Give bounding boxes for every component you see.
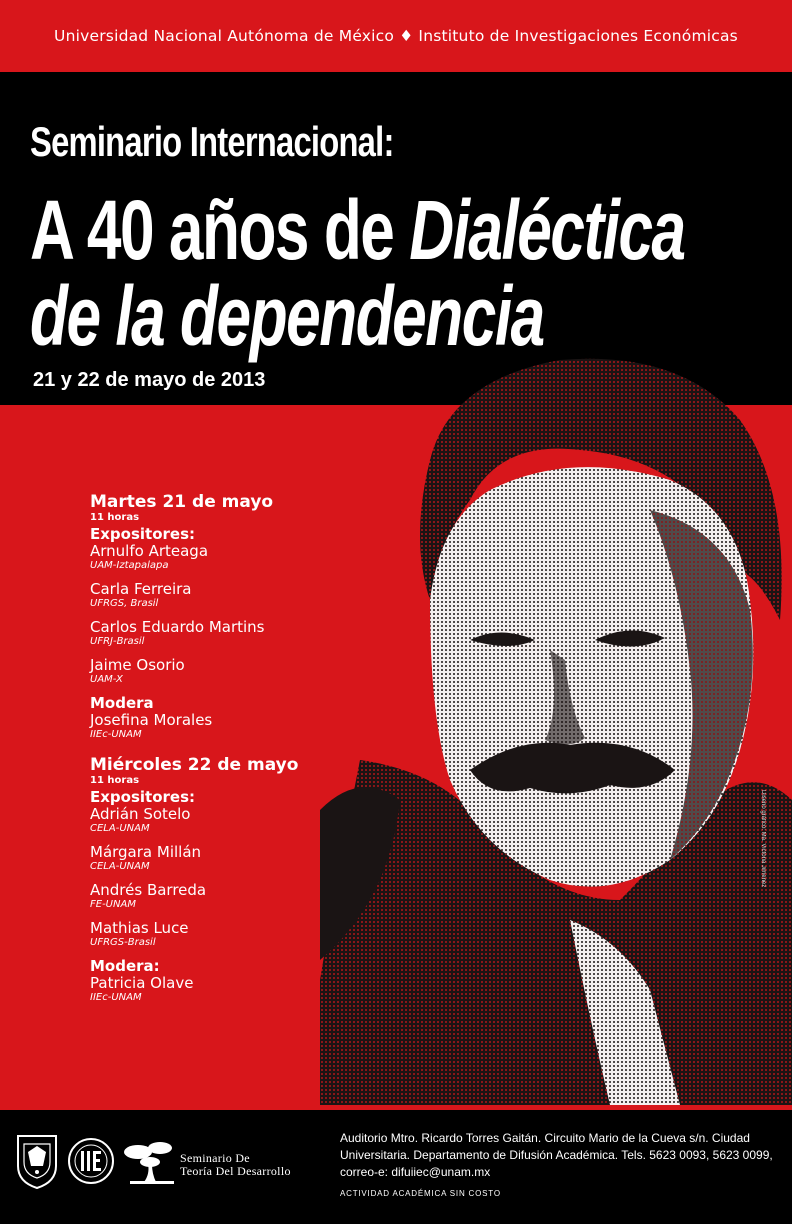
main-title-prefix: A 40 años de (30, 183, 410, 277)
moderator (90, 712, 350, 741)
iiec-seal-icon (66, 1136, 116, 1186)
seminar-logo-line2: Teoría Del Desarrollo (180, 1164, 291, 1178)
moderator (90, 975, 350, 1004)
cost-note: ACTIVIDAD ACADÉMICA SIN COSTO (340, 1189, 501, 1198)
institution-band (0, 0, 792, 72)
session-day: Martes 21 de mayo (90, 492, 274, 512)
main-title-line1 (30, 183, 685, 277)
speaker (90, 844, 350, 873)
speakers-label: Expositores: (90, 788, 196, 806)
speaker (90, 543, 350, 572)
speaker-institution: UAM-Iztapalapa (90, 560, 169, 571)
program (90, 492, 350, 1013)
session-wednesday (90, 755, 350, 1004)
speaker-institution: CELA-UNAM (90, 823, 150, 834)
speaker (90, 619, 350, 648)
speaker-name: Carla Ferreira (90, 580, 192, 598)
main-title-line2: de la dependencia (30, 269, 544, 363)
speaker-name: Mathias Luce (90, 919, 189, 937)
speakers-label: Expositores: (90, 525, 196, 543)
speaker-institution: UAM-X (90, 674, 123, 685)
unam-crest-icon (14, 1132, 60, 1190)
speaker (90, 581, 350, 610)
session-tuesday (90, 492, 350, 741)
footer (0, 1110, 792, 1224)
speaker-name: Márgara Millán (90, 843, 202, 861)
bonsai-tree-icon (120, 1138, 180, 1186)
moderator-institution: IIEc-UNAM (90, 992, 142, 1003)
seminar-logo-line1: Seminario De (180, 1151, 250, 1165)
speaker-name: Jaime Osorio (90, 656, 185, 674)
main-title-italic: Dialéctica (409, 183, 685, 277)
seminar-logo-text (180, 1152, 291, 1178)
speaker-institution: CELA-UNAM (90, 861, 150, 872)
session-hour: 11 horas (90, 512, 140, 523)
speaker-institution: UFRGS, Brasil (90, 598, 159, 609)
event-date: 21 y 22 de mayo de 2013 (33, 369, 266, 391)
speaker-name: Arnulfo Arteaga (90, 542, 209, 560)
moderator-name: Josefina Morales (90, 711, 213, 729)
design-credit: Diseño gráfico: Ma. Victoria Jiménez (760, 790, 766, 888)
speaker-name: Carlos Eduardo Martins (90, 618, 265, 636)
session-day: Miércoles 22 de mayo (90, 755, 299, 775)
speaker-name: Adrián Sotelo (90, 805, 191, 823)
session-hour: 11 horas (90, 775, 140, 786)
moderator-name: Patricia Olave (90, 974, 194, 992)
speaker (90, 920, 350, 949)
speaker-institution: FE-UNAM (90, 899, 136, 910)
moderator-label: Modera (90, 694, 154, 712)
speaker-institution: UFRGS-Brasil (90, 937, 156, 948)
moderator-institution: IIEc-UNAM (90, 729, 142, 740)
portrait-image (320, 340, 792, 1105)
speaker (90, 806, 350, 835)
speaker (90, 657, 350, 686)
speaker (90, 882, 350, 911)
speaker-institution: UFRJ-Brasil (90, 636, 145, 647)
speaker-name: Andrés Barreda (90, 881, 207, 899)
institution-line: Universidad Nacional Autónoma de México ♦ Instituto de Investigaciones Económicas (54, 27, 738, 45)
moderator-label: Modera: (90, 957, 160, 975)
venue-address: Auditorio Mtro. Ricardo Torres Gaitán. Circuito Mario de la Cueva s/n. Ciudad Universitaria. Departamento de Difusión Académica. Tels. 5623 0093, 5623 0099, correo-e: difuiiec@unam.mx (340, 1131, 773, 1179)
seminar-kicker: Seminario Internacional: (30, 118, 394, 165)
